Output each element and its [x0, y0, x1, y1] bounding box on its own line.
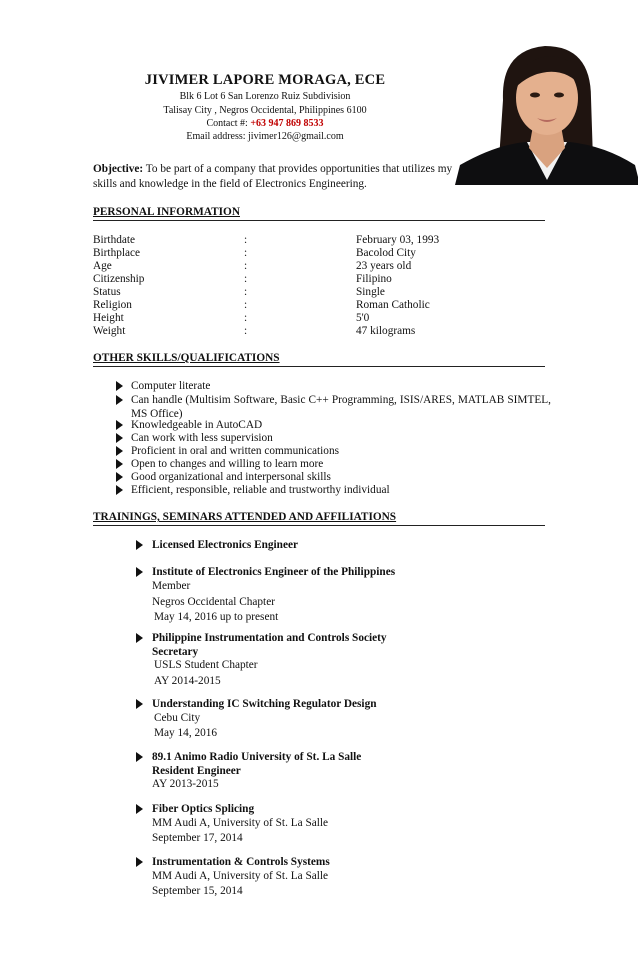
address-line-2: Talisay City , Negros Occidental, Philippines 6100: [163, 105, 367, 116]
training-detail: September 17, 2014: [152, 832, 243, 844]
skill-item: Computer literate: [131, 380, 551, 394]
info-row: [93, 273, 553, 286]
training-item: [152, 751, 552, 792]
bullet-arrow-icon: [116, 472, 123, 482]
info-value: 5'0: [356, 312, 370, 324]
info-value: 23 years old: [356, 260, 412, 272]
training-detail: Cebu City: [154, 711, 201, 724]
info-sep: :: [244, 312, 248, 324]
objective: [93, 162, 453, 192]
info-sep: :: [244, 234, 248, 246]
skill-item: Efficient, responsible, reliable and trustworthy individual: [131, 484, 551, 498]
info-row: [93, 286, 553, 299]
bullet-arrow-icon: [136, 857, 143, 867]
email-line: Email address: jivimer126@gmail.com: [186, 131, 344, 142]
training-detail: USLS Student Chapter: [154, 659, 258, 671]
info-value: Bacolod City: [356, 247, 416, 259]
training-title: Instrumentation & Controls Systems: [152, 856, 330, 868]
training-item: [152, 803, 552, 846]
training-detail: Negros Occidental Chapter: [152, 596, 275, 608]
info-label: Status: [93, 286, 121, 298]
training-item: [152, 698, 552, 741]
bullet-arrow-icon: [116, 433, 123, 443]
section-heading-personal: PERSONAL INFORMATION: [93, 206, 545, 221]
bullet-arrow-icon: [136, 752, 143, 762]
info-row: [93, 260, 553, 273]
training-title: Understanding IC Switching Regulator Design: [152, 698, 377, 710]
info-sep: :: [244, 299, 248, 311]
section-heading-trainings: TRAININGS, SEMINARS ATTENDED AND AFFILIATIONS: [93, 511, 545, 526]
bullet-arrow-icon: [136, 804, 143, 814]
training-item: [152, 856, 552, 899]
profile-photo: [455, 40, 638, 185]
info-sep: :: [244, 286, 248, 298]
info-row: [93, 312, 553, 325]
address-line-1: Blk 6 Lot 6 San Lorenzo Ruiz Subdivision: [179, 91, 351, 102]
training-item: [152, 632, 552, 688]
skill-item: Good organizational and interpersonal skills: [131, 471, 551, 485]
training-item: [152, 566, 552, 624]
info-row: [93, 299, 553, 312]
training-role: Secretary: [152, 645, 199, 658]
section-heading-skills: OTHER SKILLS/QUALIFICATIONS: [93, 352, 545, 367]
info-sep: :: [244, 273, 248, 285]
training-detail: AY 2014-2015: [154, 674, 221, 687]
bullet-arrow-icon: [116, 446, 123, 456]
info-label: Citizenship: [93, 273, 145, 285]
training-title: Philippine Instrumentation and Controls Society: [152, 632, 387, 644]
bullet-arrow-icon: [116, 395, 123, 405]
info-row: [93, 325, 553, 338]
info-value: 47 kilograms: [356, 325, 416, 337]
training-title: 89.1 Animo Radio University of St. La Salle: [152, 751, 362, 763]
contact-line: [0, 118, 530, 129]
objective-text: To be part of a company that provides opportunities that utilizes my skills and knowledge in the field of Electronics Engineering.: [93, 163, 453, 190]
training-title: Licensed Electronics Engineer: [152, 539, 299, 551]
contact-label: Contact #:: [206, 118, 251, 129]
bullet-arrow-icon: [116, 459, 123, 469]
objective-label: Objective:: [93, 163, 144, 175]
training-detail: Member: [152, 579, 191, 592]
info-value: Single: [356, 286, 385, 298]
info-label: Birthplace: [93, 247, 141, 259]
skill-item: Can handle (Multisim Software, Basic C++ Programming, ISIS/ARES, MATLAB SIMTEL, MS Office): [131, 394, 551, 421]
training-detail: MM Audi A, University of St. La Salle: [152, 869, 329, 882]
bullet-arrow-icon: [136, 699, 143, 709]
info-label: Age: [93, 260, 112, 272]
info-value: February 03, 1993: [356, 234, 440, 246]
training-detail: May 14, 2016 up to present: [154, 610, 279, 623]
info-value: Roman Catholic: [356, 299, 430, 311]
info-sep: :: [244, 325, 248, 337]
training-detail: MM Audi A, University of St. La Salle: [152, 816, 329, 829]
training-item: [152, 539, 552, 553]
info-label: Height: [93, 312, 124, 324]
training-title: Institute of Electronics Engineer of the Philippines: [152, 566, 396, 578]
info-sep: :: [244, 247, 248, 259]
bullet-arrow-icon: [136, 567, 143, 577]
skill-item: Open to changes and willing to learn more: [131, 458, 551, 472]
training-detail: AY 2013-2015: [152, 778, 219, 790]
bullet-arrow-icon: [136, 633, 143, 643]
info-label: Weight: [93, 325, 126, 337]
info-value: Filipino: [356, 273, 392, 285]
contact-number: +63 947 869 8533: [250, 118, 324, 129]
info-row: [93, 234, 553, 247]
skill-item: Proficient in oral and written communications: [131, 445, 551, 459]
bullet-arrow-icon: [116, 381, 123, 391]
bullet-arrow-icon: [116, 485, 123, 495]
bullet-arrow-icon: [136, 540, 143, 550]
bullet-arrow-icon: [116, 420, 123, 430]
info-sep: :: [244, 260, 248, 272]
training-role: Resident Engineer: [152, 764, 241, 777]
info-label: Religion: [93, 299, 132, 311]
training-detail: May 14, 2016: [154, 727, 218, 739]
training-detail: September 15, 2014: [152, 885, 243, 897]
info-label: Birthdate: [93, 234, 136, 246]
info-row: [93, 247, 553, 260]
skill-item: Knowledgeable in AutoCAD: [131, 419, 551, 433]
training-title: Fiber Optics Splicing: [152, 803, 255, 815]
skill-item: Can work with less supervision: [131, 432, 551, 446]
resume-name: JIVIMER LAPORE MORAGA, ECE: [144, 72, 386, 88]
